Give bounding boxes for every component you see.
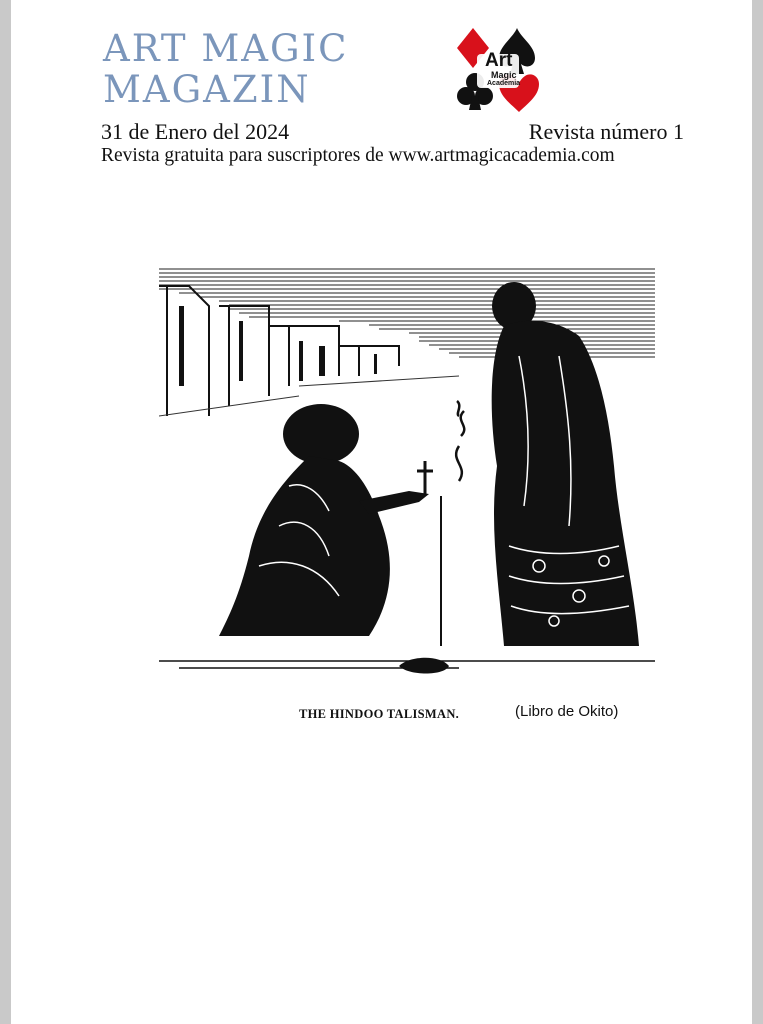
title-line-2: MAGAZIN	[103, 68, 311, 111]
figure-source: (Libro de Okito)	[515, 703, 619, 720]
hindoo-talisman-illustration	[159, 266, 655, 690]
logo-word-magic: Magic	[491, 70, 517, 80]
logo-word-academia: Academia	[487, 80, 521, 87]
magazine-page	[11, 0, 752, 1024]
issue-date: 31 de Enero del 2024	[101, 119, 290, 144]
issue-number: Revista número 1	[528, 119, 684, 144]
subscription-tagline: Revista gratuita para suscriptores de www.artmagicacademia.com	[101, 145, 615, 166]
logo-word-art: Art	[485, 50, 513, 71]
card-suits-logo	[455, 26, 541, 114]
figure-caption: THE HINDOO TALISMAN.	[299, 707, 460, 721]
title-line-1: ART MAGIC	[103, 27, 349, 70]
engraving-image	[159, 266, 655, 690]
magazine-title	[103, 28, 348, 110]
